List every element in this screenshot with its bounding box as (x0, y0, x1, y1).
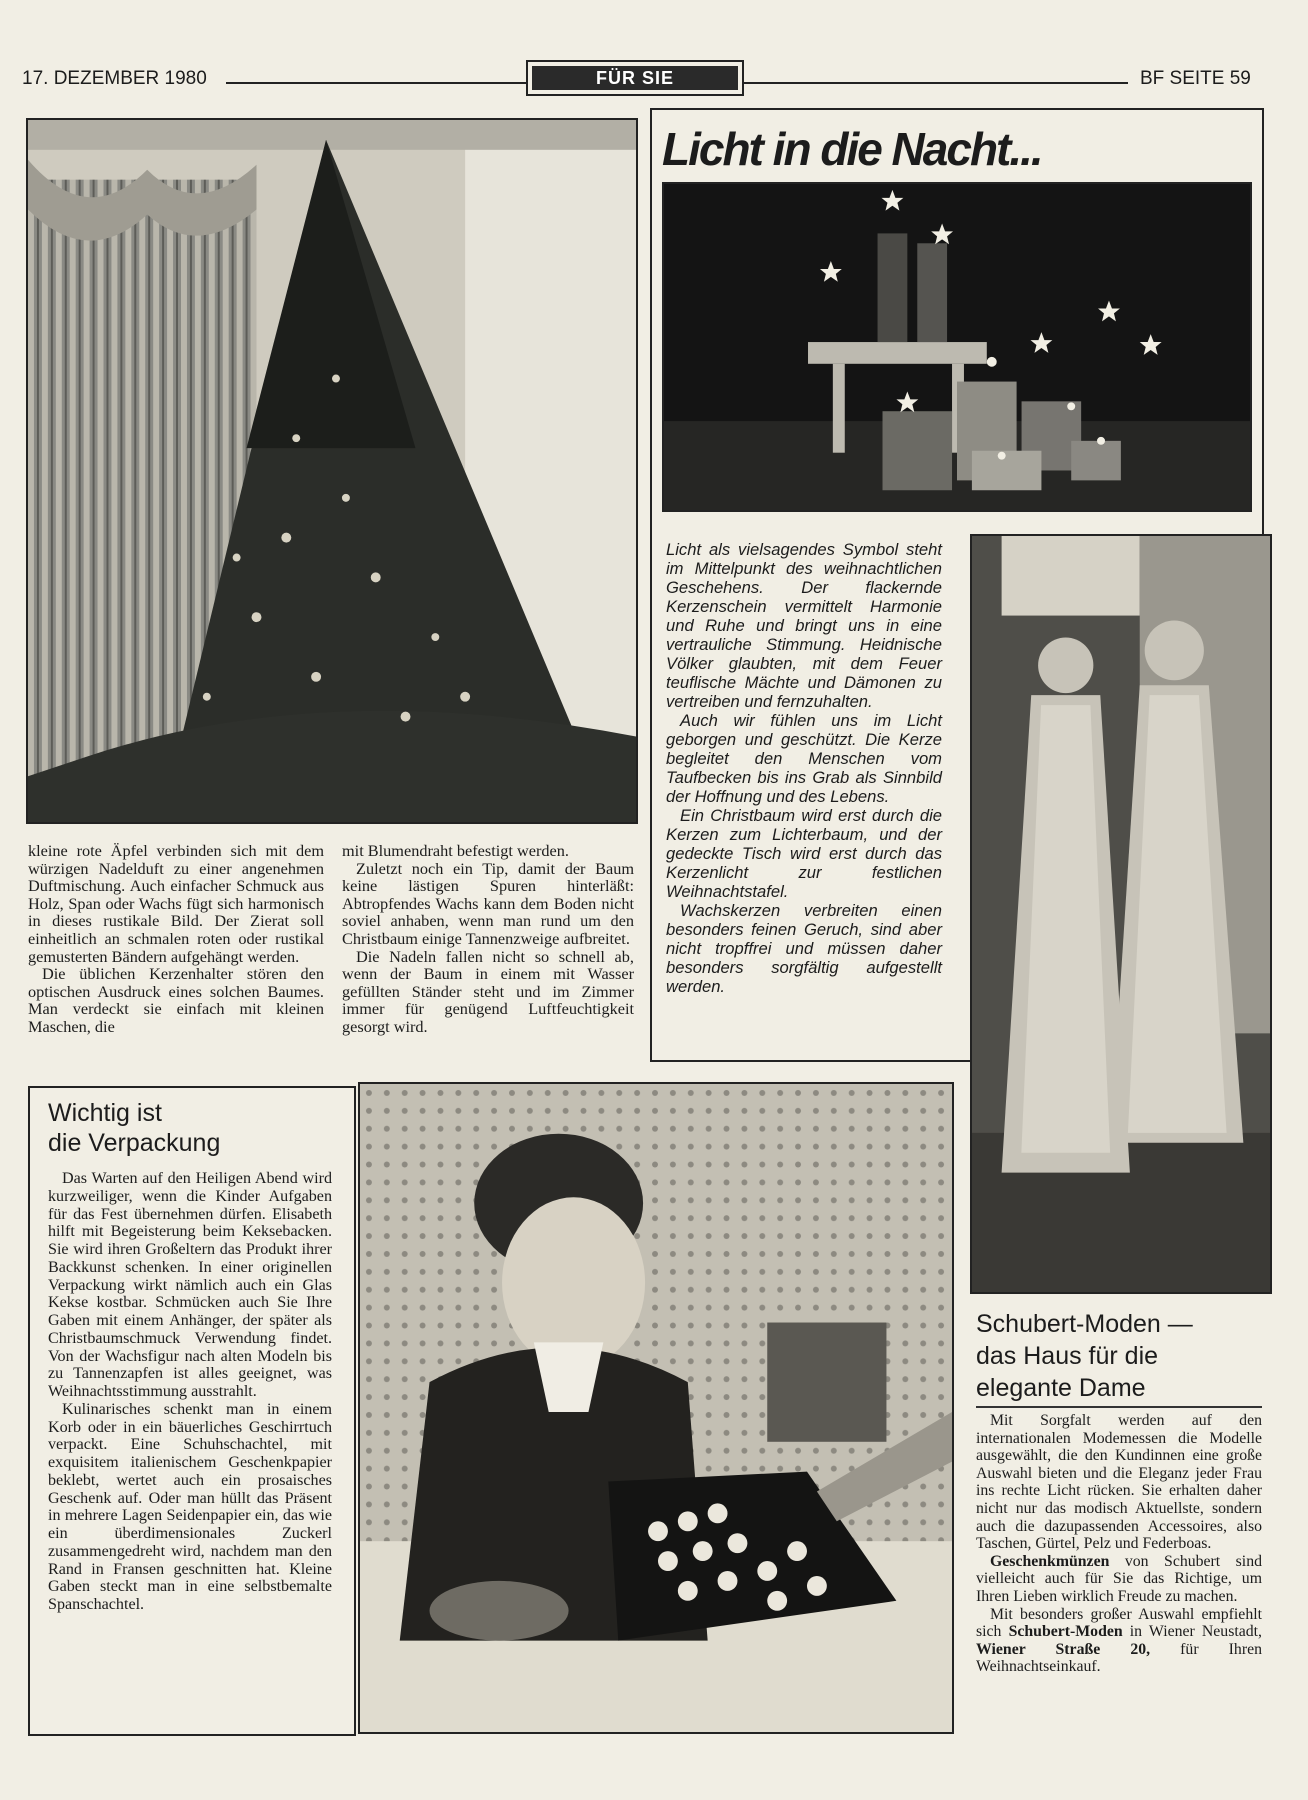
fashion-title-line: elegante Dame (976, 1374, 1146, 1402)
candles-photo (662, 182, 1252, 512)
tree-article-paragraph: Die üblichen Kerzenhalter stören den optischen Ausdruck eines solchen Baumes. Man verdeckt sie einfach mit kleinen Maschen, die (28, 964, 324, 1036)
christmas-tree-photo (26, 118, 638, 824)
fashion-paragraph-mid: in Wiener Neustadt, (1122, 1623, 1262, 1641)
fashion-paragraph (976, 1553, 1262, 1606)
light-article-paragraph: Wachskerzen verbreiten einen besonders feinen Geruch, sind aber nicht tropffrei und müssen daher besonders sorgfältig aufgestellt werden. (666, 901, 942, 996)
fashion-paragraph-end: für Ihren Weihnachtseinkauf. (976, 1640, 1262, 1676)
packaging-article-text (48, 1170, 332, 1614)
tree-article-paragraph: kleine rote Äpfel verbinden sich mit dem würzigen Nadelduft zu einer angenehmen Duftmischung. Auch einfacher Schmuck aus Holz, Span oder Wachs fügt sich harmonisch in dieses rustikale Bild. Der Zierat soll einheitlich an schmalen roten oder rustikal gemusterten Bändern aufgehängt werden. (28, 841, 324, 966)
section-label-box (526, 60, 744, 96)
fashion-title-rule (976, 1406, 1262, 1408)
fashion-article-title (976, 1308, 1266, 1404)
section-label: FÜR SIE (532, 66, 738, 90)
fashion-paragraph: Mit Sorgfalt werden auf den internationalen Modemessen die Modelle ausgewählt, die den Kundinnen eine große Auswahl bieten und die Eleganz jeder Frau ins rechte Licht rücken. Sie erhalten daher nicht nur das modisch Aktuellste, sondern auch die dazupassenden Accessoires, also Taschen, Gürtel, Pelz und Federboas. (976, 1412, 1262, 1553)
store-name: Schubert-Moden (1008, 1623, 1123, 1641)
light-article-headline: Licht in die Nacht... (662, 123, 1042, 175)
header-rule-left (226, 82, 526, 84)
fashion-paragraph-start: Mit besonders großer Auswahl empfiehlt sich (976, 1605, 1262, 1641)
packaging-paragraph: Kulinarisches schenkt man in einem Korb oder in ein bäuerliches Geschirrtuch verpackt. Eine Schuhschachtel, mit exquisitem italienischem Geschenkpapier beklebt, wertet auch ein prosaisches Geschenk auf. Oder man hüllt das Präsent in mehrere Lagen Seidenpapier ein, das wie ein überdimensionales Zuckerl zusammengedreht wird, nachdem man den Rand in Fransen geschnitten hat. Kleine Gaben steckt man in eine selbstbemalte Spanschachtel. (48, 1400, 332, 1613)
page-number: BF SEITE 59 (1140, 68, 1251, 89)
fashion-title-line: Schubert-Moden — (976, 1310, 1193, 1338)
fashion-models-photo (970, 534, 1272, 1294)
tree-article-column-2 (342, 842, 634, 1036)
tree-article-paragraph: Die Nadeln fallen nicht so schnell ab, wenn der Baum in einem mit Wasser gefüllten Ständer steht und im Zimmer immer für genügend Luftfeuchtigkeit gesorgt wird. (342, 946, 634, 1036)
packaging-paragraph: Das Warten auf den Heiligen Abend wird kurzweiliger, wenn die Kinder Aufgaben für das Fest übernehmen dürfen. Elisabeth hilft mit Begeisterung beim Keksebacken. Sie wird ihren Großeltern das Produkt ihrer Backkunst schenken. In einer originellen Verpackung wirkt nämlich auch ein Glas Kekse kostbar. Schmücken auch Sie Ihre Gaben mit einem Anhänger, der später als Christbaumschmuck Verwendung findet. Von der Wachsfigur nach alten Modeln bis zu Tannenzapfen ist alles geeignet, was Weihnachtsstimmung ausstrahlt. (48, 1170, 332, 1400)
tree-article-paragraph: Zuletzt noch ein Tip, damit der Baum keine lästigen Spuren hinterläßt: Abtropfendes Wachs kann dem Boden nicht soviel anhaben, wenn man rund um den Christbaum einige Tannenzweige aufbreitet. (342, 858, 634, 948)
light-article-paragraph: Licht als vielsagendes Symbol steht im Mittelpunkt des weihnachtlichen Geschehens. Der flackernde Kerzenschein vermittelt Harmonie und Ruhe und bringt uns in eine vertrauliche Stimmung. Heidnische Völker glaubten, mit dem Feuer teuflische Mächte und Dämonen zu vertreiben und fernzuhalten. (666, 540, 942, 711)
fashion-article-text (976, 1412, 1262, 1676)
baking-girl-photo (358, 1082, 954, 1734)
fashion-paragraph (976, 1606, 1262, 1676)
tree-article-paragraph: mit Blumendraht befestigt werden. (342, 841, 569, 860)
light-article-paragraph: Auch wir fühlen uns im Licht geborgen und geschützt. Die Kerze begleitet den Menschen vom Taufbecken bis ins Grab als Sinnbild der Hoffnung und des Lebens. (666, 711, 942, 806)
header-rule-right (744, 82, 1128, 84)
fashion-paragraph-rest: von Schubert sind vielleicht auch für Sie das Richtige, um Ihren Lieben wirklich Freude zu machen. (976, 1552, 1262, 1605)
light-article-text (666, 540, 942, 996)
issue-date: 17. DEZEMBER 1980 (22, 68, 207, 89)
packaging-article-title (48, 1098, 338, 1158)
packaging-title-line: die Verpackung (48, 1129, 221, 1157)
store-address: Wiener Straße 20, (976, 1640, 1151, 1658)
light-article-paragraph: Ein Christbaum wird erst durch die Kerzen zum Lichterbaum, und der gedeckte Tisch wird erst durch das Kerzenlicht zur festlichen Weihnachtstafel. (666, 806, 942, 901)
gift-coins-label: Geschenkmünzen (990, 1552, 1110, 1570)
tree-article-column-1 (28, 842, 324, 1036)
packaging-title-line: Wichtig ist (48, 1099, 162, 1127)
fashion-title-line: das Haus für die (976, 1342, 1159, 1370)
